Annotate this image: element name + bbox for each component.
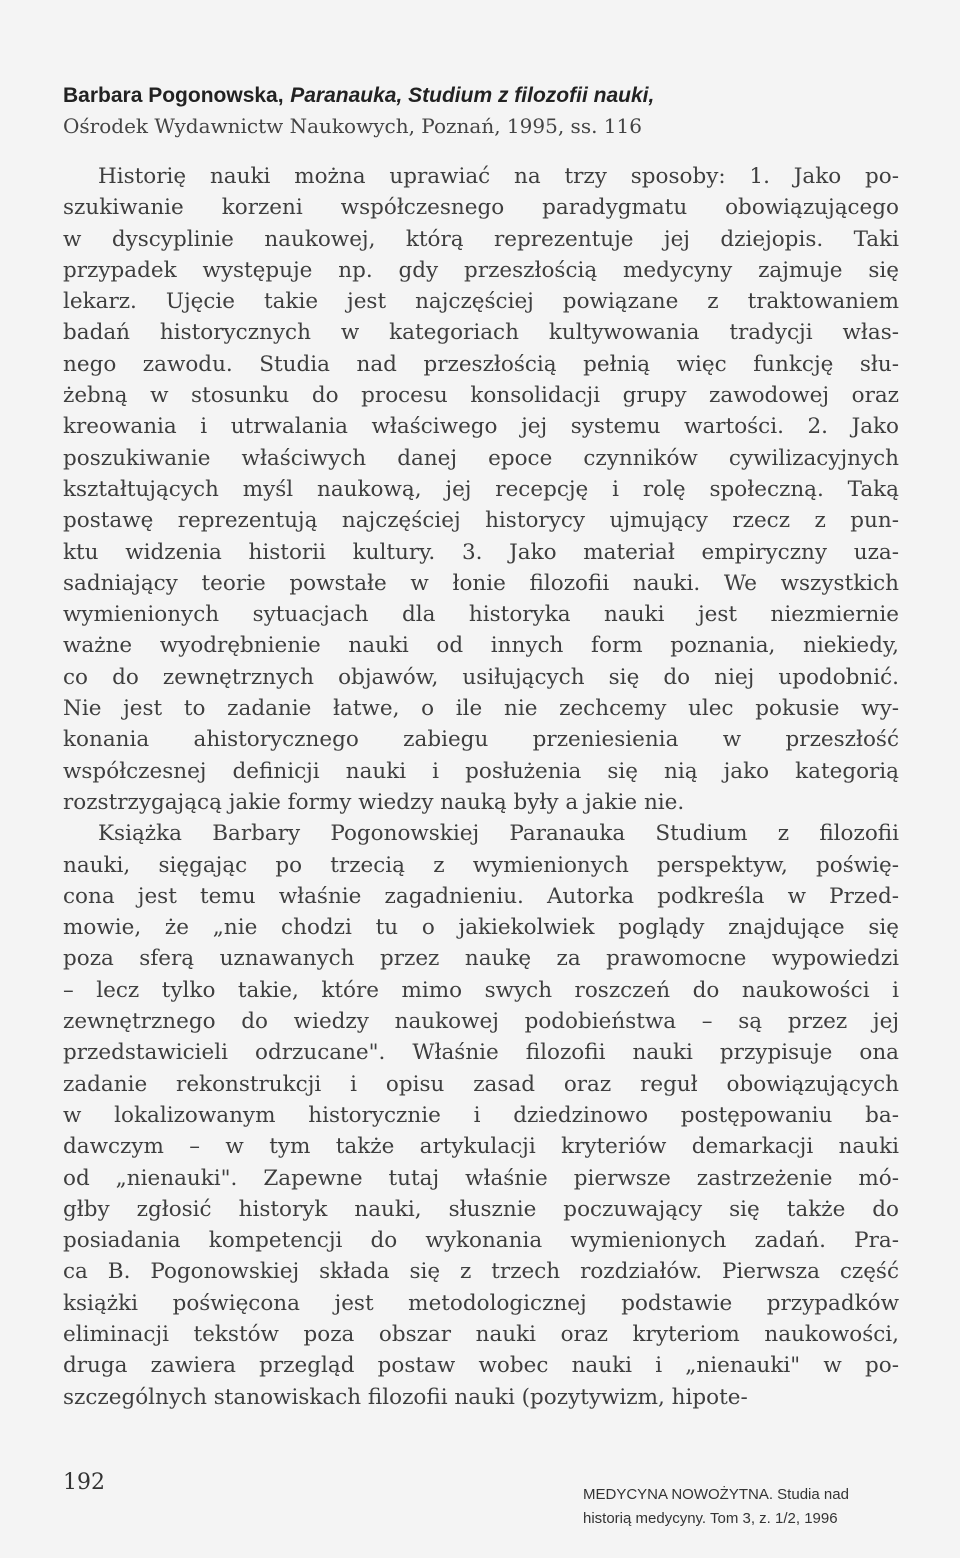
paragraph1-line: kreowania i utrwalania właściwego jej systemu wartości. 2. Jako <box>63 414 899 440</box>
paragraph2-line: nauki, sięgając po trzecią z wymienionych perspektyw, poświę- <box>63 852 899 878</box>
paragraph2-line: Książka Barbary Pogonowskiej Paranauka Studium z filozofii <box>98 821 899 847</box>
publisher-info: Ośrodek Wydawnictw Naukowych, Poznań, 1995, ss. 116 <box>63 114 642 138</box>
paragraph1-line: co do zewnętrznych objawów, usiłujących się do niej upodobnić. <box>63 664 899 690</box>
paragraph2-line: mowie, że „nie chodzi tu o jakiekolwiek poglądy znajdujące się <box>63 915 899 941</box>
paragraph1-line: konania ahistorycznego zabiegu przeniesienia w przeszłość <box>63 727 899 753</box>
author-name: Barbara Pogonowska, <box>63 84 284 107</box>
paragraph1-line: ważne wyodrębnienie nauki od innych form poznania, niekiedy, <box>63 633 899 659</box>
paragraph2-line: zewnętrznego do wiedzy naukowej podobieństwa – są przez jej <box>63 1009 899 1035</box>
paragraph2-line: poza sferą uznawanych przez naukę za prawomocne wypowiedzi <box>63 946 899 972</box>
paragraph2-line: posiadania kompetencji do wykonania wymienionych zadań. Pra- <box>63 1228 899 1254</box>
paragraph2-line: cona jest temu właśnie zagadnieniu. Autorka podkreśla w Przed- <box>63 883 899 909</box>
paragraph2-line: głby zgłosić historyk nauki, słusznie poczuwający się także do <box>63 1196 899 1222</box>
paragraph2-line: dawczym – w tym także artykulacji kryteriów demarkacji nauki <box>63 1134 899 1160</box>
paragraph1-line: żebną w stosunku do procesu konsolidacji grupy zawodowej oraz <box>63 383 899 409</box>
journal-line-1: MEDYCYNA NOWOŻYTNA. Studia nad <box>583 1486 849 1503</box>
paragraph2-line: – lecz tylko takie, które mimo swych roszczeń do naukowości i <box>63 977 899 1003</box>
paragraph1-line: nego zawodu. Studia nad przeszłością pełnią więc funkcję słu- <box>63 351 899 377</box>
paragraph1-line: lekarz. Ujęcie takie jest najczęściej powiązane z traktowaniem <box>63 289 899 315</box>
journal-line-2: historią medycyny. Tom 3, z. 1/2, 1996 <box>583 1510 838 1527</box>
paragraph1-line: Nie jest to zadanie łatwe, o ile nie zechcemy ulec pokusie wy- <box>63 696 899 722</box>
paragraph1-line: Historię nauki można uprawiać na trzy sposoby: 1. Jako po- <box>98 164 899 189</box>
paragraph1-line: wymienionych sytuacjach dla historyka nauki jest niezmiernie <box>63 602 899 628</box>
paragraph1-line: szukiwanie korzeni współczesnego paradygmatu obowiązującego <box>63 195 899 221</box>
paragraph1-line: w dyscyplinie naukowej, którą reprezentuje jej dziejopis. Taki <box>63 226 899 252</box>
paragraph1-line: sadniający teorie powstałe w łonie filozofii nauki. We wszystkich <box>63 570 899 596</box>
paragraph1-line: ktu widzenia historii kultury. 3. Jako materiał empiryczny uza- <box>63 539 899 565</box>
heading-gap <box>63 141 899 161</box>
paragraph-2 <box>63 818 899 1413</box>
review-heading <box>63 80 899 141</box>
paragraph2-line: zadanie rekonstrukcji i opisu zasad oraz reguł obowiązujących <box>63 1071 899 1097</box>
paragraph1-line: kształtujących myśl naukową, jej recepcję i rolę społeczną. Taką <box>63 476 899 502</box>
book-title: Paranauka, Studium z filozofii nauki, <box>290 84 655 107</box>
paragraph1-line: badań historycznych w kategoriach kultywowania tradycji włas- <box>63 320 899 346</box>
paragraph2-line: ca B. Pogonowskiej składa się z trzech rozdziałów. Pierwsza część <box>63 1259 899 1285</box>
paragraph1-line: współczesnej definicji nauki i posłużenia się nią jako kategorią <box>63 758 899 784</box>
paragraph2-line: eliminacji tekstów poza obszar nauki oraz kryteriom naukowości, <box>63 1321 899 1347</box>
paragraph2-line: przedstawicieli odrzucane". Właśnie filozofii nauki przypisuje ona <box>63 1040 899 1066</box>
review-content <box>63 80 899 1413</box>
paragraph1-line: postawę reprezentują najczęściej historycy ujmujący rzecz z pun- <box>63 508 899 534</box>
paragraph2-line: druga zawiera przegląd postaw wobec nauki i „nienauki" w po- <box>63 1353 899 1379</box>
page-number: 192 <box>63 1470 105 1495</box>
paragraph2-line: szczególnych stanowiskach filozofii nauki (pozytywizm, hipote- <box>63 1384 748 1410</box>
paragraph2-line: od „nienauki". Zapewne tutaj właśnie pierwsze zastrzeżenie mó- <box>63 1165 899 1191</box>
paragraph2-line: książki poświęcona jest metodologicznej podstawie przypadków <box>63 1290 899 1316</box>
journal-footer <box>583 1483 903 1531</box>
paragraph-1 <box>63 161 899 818</box>
paragraph1-line: poszukiwanie właściwych danej epoce czynników cywilizacyjnych <box>63 445 899 471</box>
paragraph2-line: w lokalizowanym historycznie i dziedzinowo postępowaniu ba- <box>63 1102 899 1128</box>
paragraph1-line: przypadek występuje np. gdy przeszłością medycyny zajmuje się <box>63 257 899 283</box>
paragraph1-line: rozstrzygającą jakie formy wiedzy nauką były a jakie nie. <box>63 789 685 815</box>
